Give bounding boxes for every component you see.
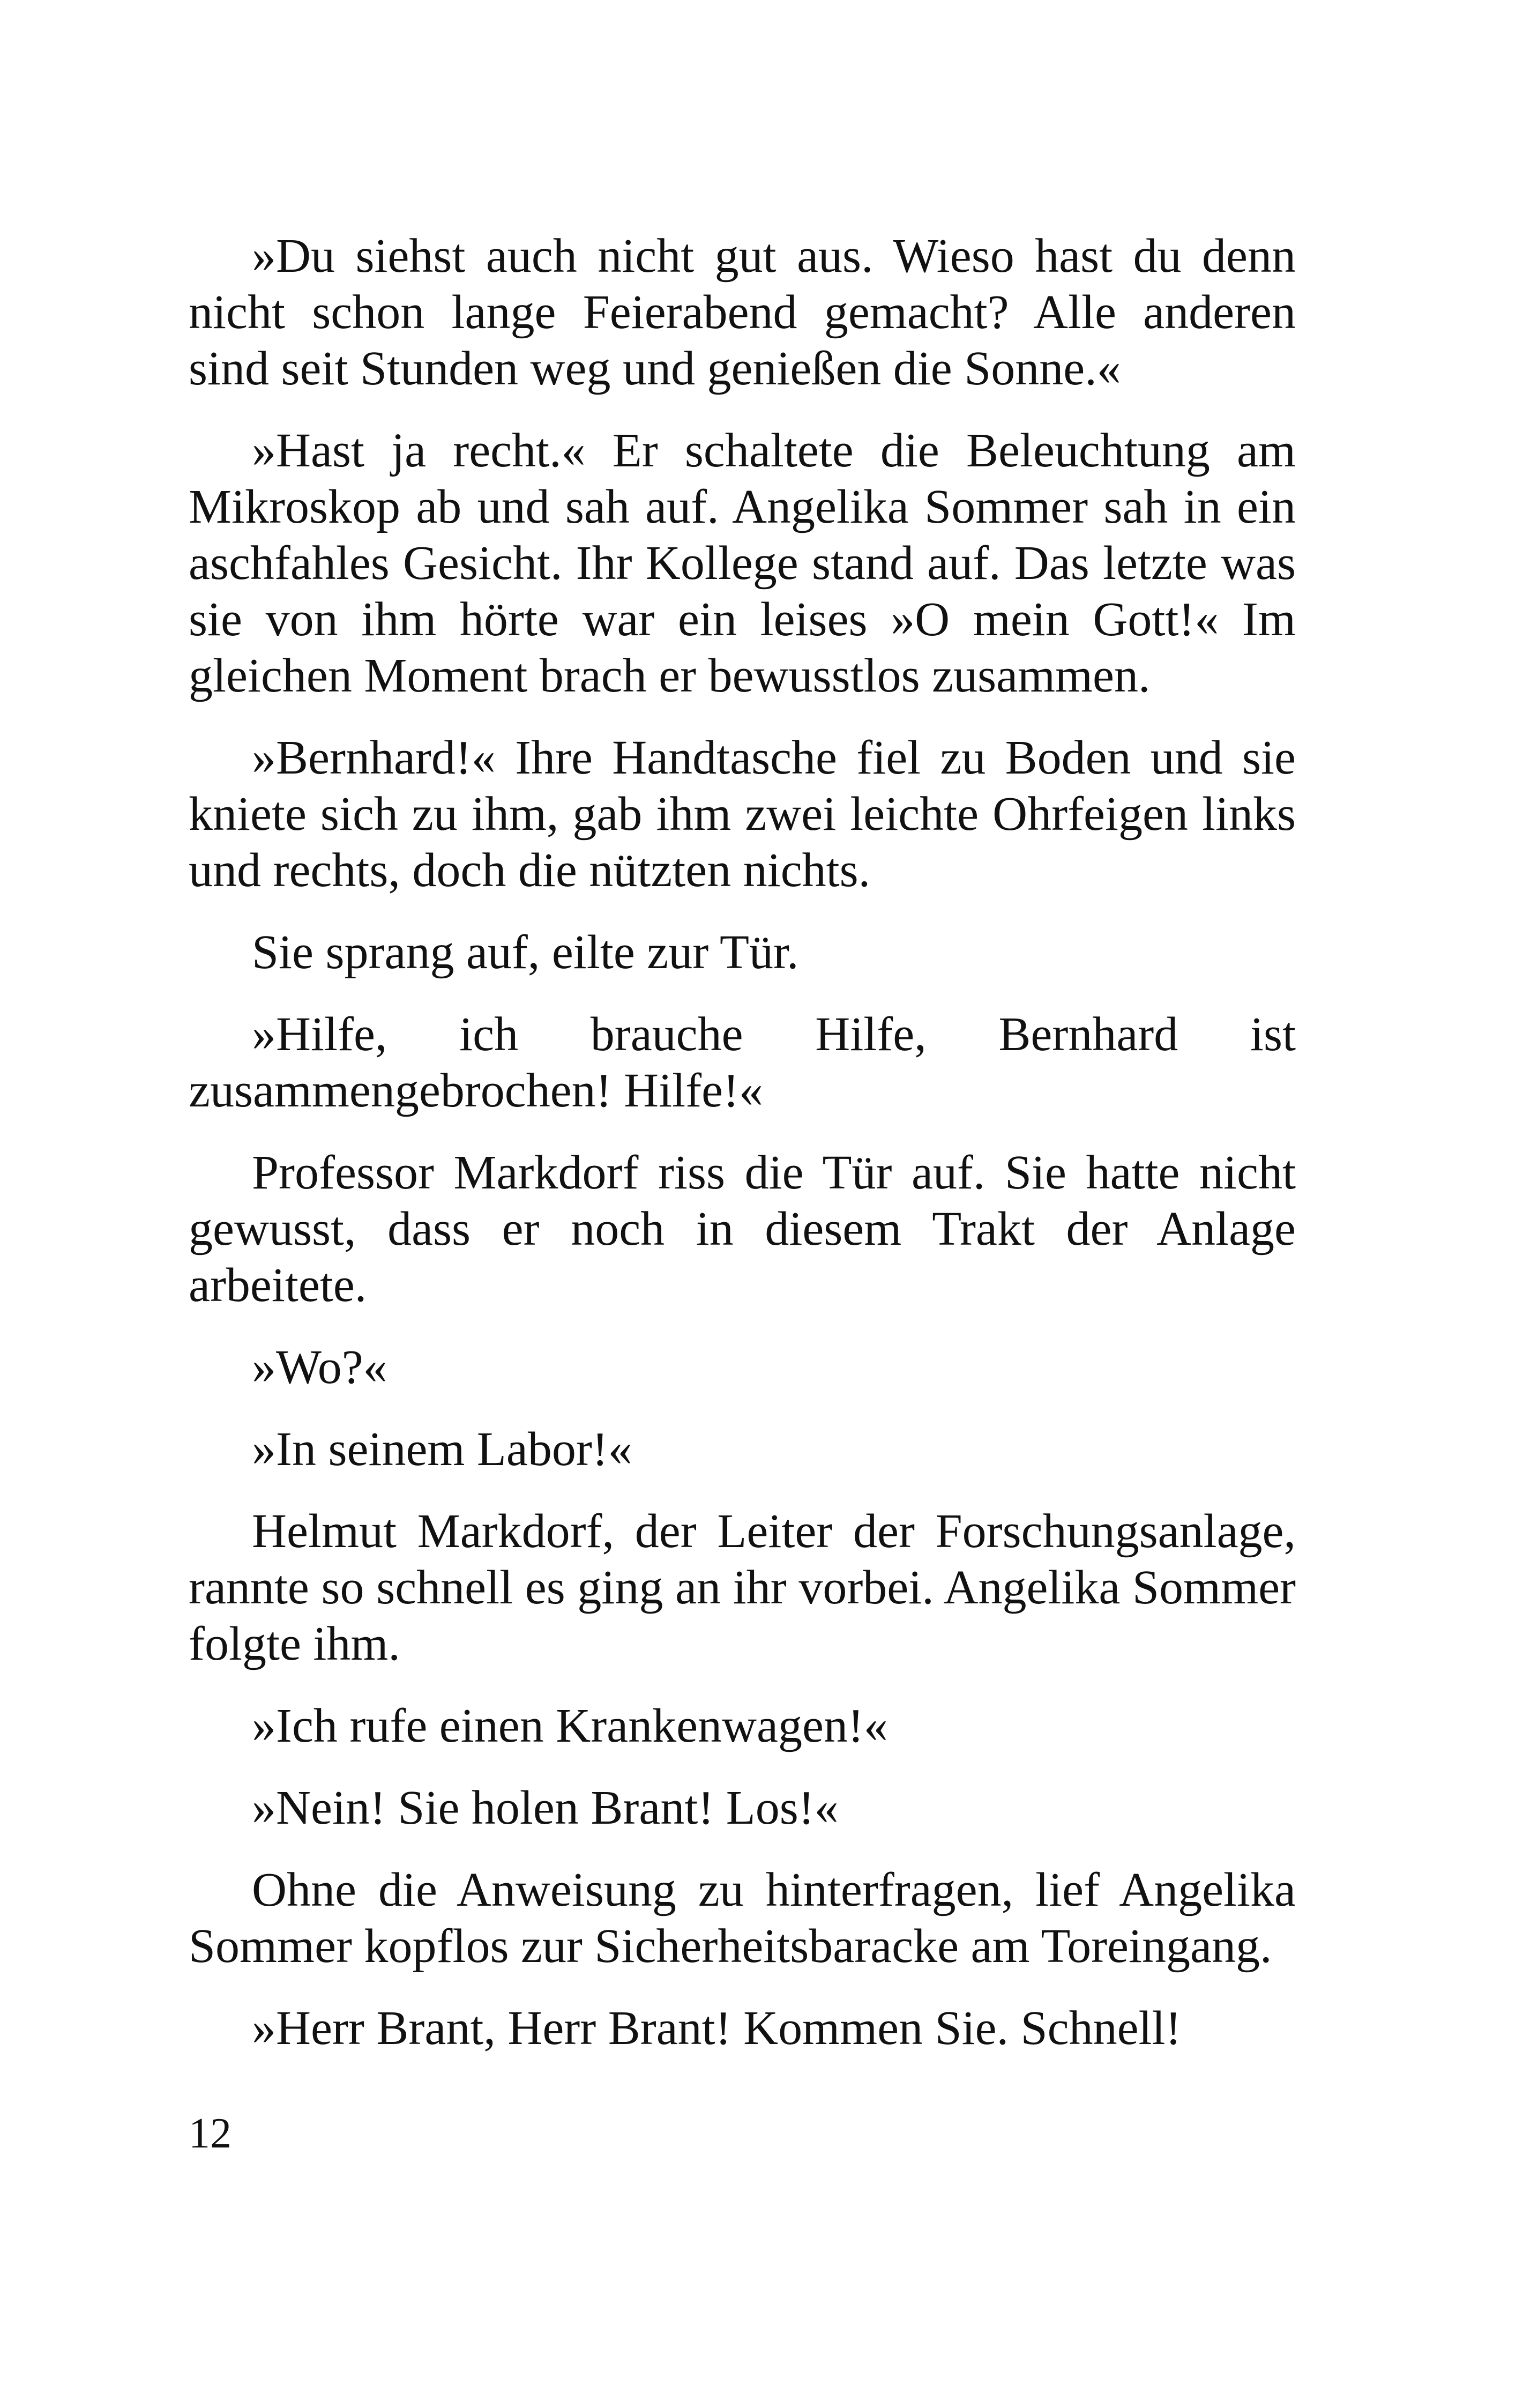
paragraph-12: Ohne die Anweisung zu hinterfragen, lief Angelika Sommer kopflos zur Sicherheitsbaracke am Toreingang. bbox=[189, 1863, 1296, 1973]
body-text bbox=[189, 228, 1296, 2082]
paragraph-4: Sie sprang auf, eilte zur Tür. bbox=[252, 926, 799, 979]
paragraph-13: »Herr Brant, Herr Brant! Kommen Sie. Schnell! bbox=[252, 2002, 1182, 2055]
paragraph-7: »Wo?« bbox=[252, 1341, 387, 1394]
paragraph-5: »Hilfe, ich brauche Hilfe, Bernhard ist zusammengebrochen! Hilfe!« bbox=[189, 1008, 1296, 1117]
paragraph-3: »Bernhard!« Ihre Handtasche fiel zu Boden und sie kniete sich zu ihm, gab ihm zwei leichte Ohrfeigen links und rechts, doch die nützten nichts. bbox=[189, 731, 1296, 897]
paragraph-1: »Du siehst auch nicht gut aus. Wieso hast du denn nicht schon lange Feierabend gemacht? Alle anderen sind seit Stunden weg und genießen die Sonne.« bbox=[189, 229, 1296, 395]
paragraph-8: »In seinem Labor!« bbox=[252, 1423, 632, 1476]
paragraph-11: »Nein! Sie holen Brant! Los!« bbox=[252, 1781, 839, 1834]
paragraph-2: »Hast ja recht.« Er schaltete die Beleuchtung am Mikroskop ab und sah auf. Angelika Sommer sah in ein aschfahles Gesicht. Ihr Kollege stand auf. Das letzte was sie von ihm hörte war ein leises »O mein Gott!« Im gleichen Moment brach er bewusstlos zusammen. bbox=[189, 424, 1296, 702]
page-number: 12 bbox=[189, 2110, 232, 2157]
paragraph-10: »Ich rufe einen Krankenwagen!« bbox=[252, 1699, 888, 1752]
paragraph-6: Professor Markdorf riss die Tür auf. Sie hatte nicht gewusst, dass er noch in diesem Trakt der Anlage arbeitete. bbox=[189, 1146, 1296, 1312]
paragraph-9: Helmut Markdorf, der Leiter der Forschungsanlage, rannte so schnell es ging an ihr vorbei. Angelika Sommer folgte ihm. bbox=[189, 1505, 1296, 1670]
